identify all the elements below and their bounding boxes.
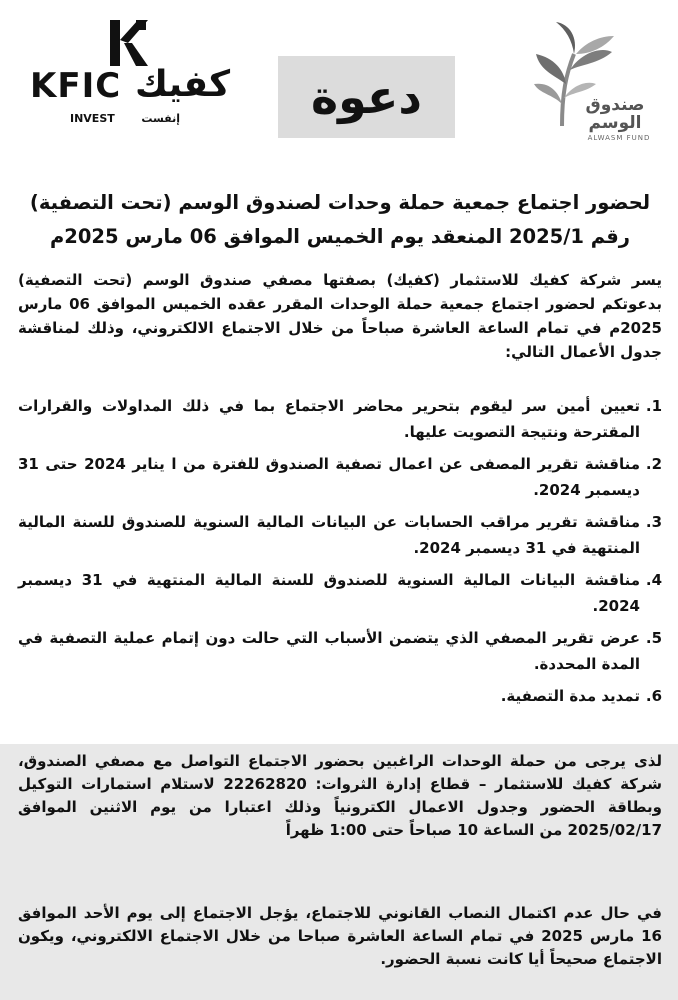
notice-section [0, 744, 678, 1000]
agenda-item-number: 6. [645, 687, 662, 705]
agenda-item-text: تمديد مدة التصفية. [500, 687, 640, 705]
agenda-item-number: 4. [645, 571, 662, 589]
agenda-item-text: عرض تقرير المصفي الذي يتضمن الأسباب التي حالت دون إتمام عملية التصفية في المدة المحددة. [18, 629, 640, 673]
agenda-item-text: تعيين أمين سر ليقوم بتحرير محاضر الاجتماع بما في ذلك المداولات والقرارات المقترحة ونتيجة التصويت عليها. [18, 397, 640, 441]
agenda-item-number: 1. [645, 397, 662, 415]
alwasm-arabic-line2: الوسم [588, 113, 642, 133]
kfic-sub-label [70, 112, 180, 125]
agenda-item [18, 451, 662, 503]
agenda-item-text: مناقشة تقرير المصفى عن اعمال تصفية الصندوق للفترة من ا يناير 2024 حتى 31 ديسمبر 2024. [18, 455, 641, 499]
agenda-item-number: 2. [645, 455, 662, 473]
alwasm-arabic-line1: صندوق [585, 95, 645, 115]
agenda-item [18, 393, 662, 445]
invite-title-box [278, 56, 455, 138]
subject-line-1: لحضور اجتماع جمعية حملة وحدات لصندوق الوسم (تحت التصفية) [29, 191, 651, 214]
notice-contact-paragraph: لذى يرجى من حملة الوحدات الراغبين بحضور الاجتماع التواصل مع مصفي الصندوق، شركة كفيك للاستثمار – قطاع إدارة الثروات: 22262820 لاستلام استمارات التوكيل وبطاقة الحضور وجدول الاعمال الكترونياً وذلك اعتبارا من يوم الاثنين الموافق 2025/02/17 من الساعة 10 صباحاً حتى 1:00 ظهراً [18, 752, 662, 839]
intro-paragraph: يسر شركة كفيك للاستثمار (كفيك) بصفتها مصفي صندوق الوسم (تحت التصفية) بدعوتكم لحضور اجتماع جمعية حملة الوحدات المقرر عقده الخميس الموافق 06 مارس 2025م في تمام الساعة العاشرة صباحاً من خلال الاجتماع الالكتروني، وذلك لمناقشة جدول الأعمال التالي: [18, 271, 662, 361]
agenda-item-number: 5. [645, 629, 662, 647]
subject-heading [20, 186, 660, 254]
agenda-item [18, 683, 662, 709]
agenda-item-text: مناقشة البيانات المالية السنوية للصندوق للسنة المالية المنتهية في 31 ديسمبر 2024. [18, 571, 640, 615]
subject-line-2: رقم 2025/1 المنعقد يوم الخميس الموافق 06 مارس 2025م [50, 225, 630, 248]
agenda-item [18, 509, 662, 561]
kfic-logo-arabic: كفيك [134, 64, 230, 105]
kfic-logo [30, 64, 230, 108]
kfic-sub-arabic: إنفست [141, 112, 180, 125]
agenda-item [18, 625, 662, 677]
agenda-item-text: مناقشة تقرير مراقب الحسابات عن البيانات المالية السنوية للصندوق للسنة المالية المنتهية في 31 ديسمبر 2024. [18, 513, 640, 557]
notice-quorum-paragraph: في حال عدم اكتمال النصاب القانوني للاجتماع، يؤجل الاجتماع إلى يوم الأحد الموافق 16 مارس 2025 في تمام الساعة العاشرة صباحا من خلال الاجتماع الالكتروني، ويكون الاجتماع صحيحاً أيا كانت نسبة الحضور. [18, 904, 662, 968]
agenda-item-number: 3. [645, 513, 662, 531]
agenda-item [18, 567, 662, 619]
kfic-sub-latin: INVEST [70, 112, 115, 125]
kfic-logo-latin: KFIC [30, 66, 122, 106]
kfic-k-mark-icon [108, 20, 148, 66]
agenda-list [18, 393, 662, 715]
header [0, 0, 678, 175]
alwasm-logo-english: ALWASM FUND [587, 134, 651, 142]
invite-title: دعوة [310, 70, 423, 124]
alwasm-logo-arabic [570, 96, 660, 132]
